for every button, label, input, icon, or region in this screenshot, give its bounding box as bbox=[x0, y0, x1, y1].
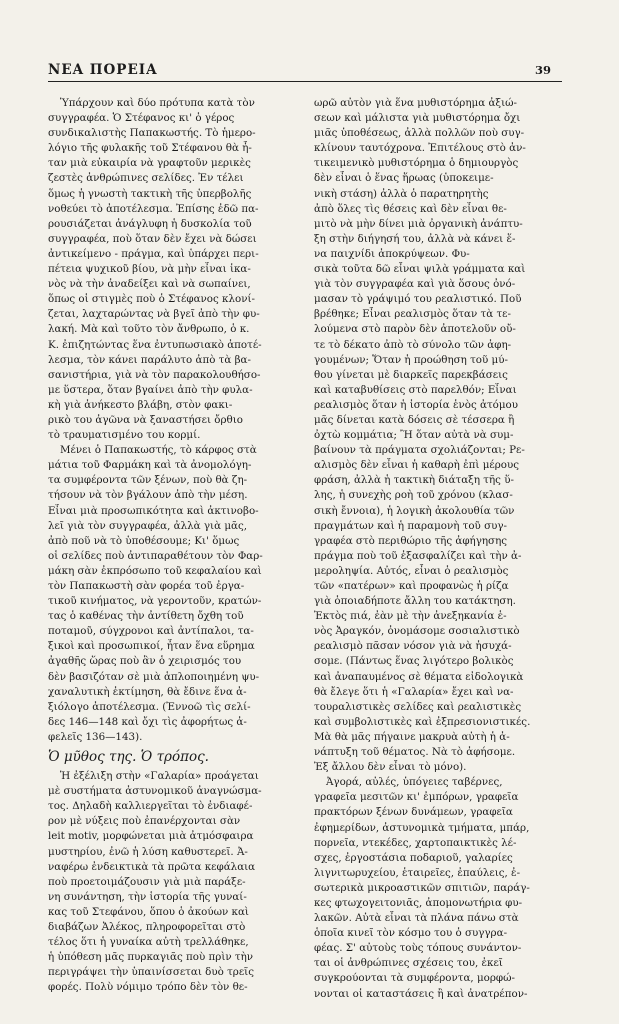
text-line: ἐφημερίδων, ἀστυνομικὰ τμήματα, μπάρ, bbox=[314, 821, 530, 834]
text-line: πράγμα ποὺ τοῦ ἐξασφαλίζει καὶ τὴν ἀ- bbox=[314, 549, 522, 562]
text-line: βαίνουν τὰ πράγματα σχολιάζονται; Ρε- bbox=[314, 444, 525, 457]
running-title: ΝΕΑ ΠΟΡΕΙΑ bbox=[48, 62, 158, 78]
text-line: ἡ ὑπόθεση μᾶς πυρκαγιᾶς ποὺ πρὶν τὴν bbox=[48, 951, 254, 964]
text-line: Ἐξ ἄλλου δὲν εἶναι τὸ μόνο). bbox=[314, 761, 467, 774]
text-line: καὶ καταβυθίσεις στὸ παρελθόν; Εἶναι bbox=[314, 383, 517, 396]
text-line: κας τοῦ Στεφάνου, ὅπου ὁ ἀκούων καὶ bbox=[48, 905, 249, 918]
text-line: γραφέα στὸ περιθώριο τῆς ἀφήγησης bbox=[314, 534, 508, 547]
text-line: λεσμα, τὸν κάνει παράλυτο ἀπὸ τὰ βα- bbox=[48, 353, 251, 366]
text-line: νονται οἱ καταστάσεις ἢ καὶ ἀνατρέπον- bbox=[314, 987, 528, 1000]
text-line: διαβάζων Ἀλέκος, πληροφορεῖται στὸ bbox=[48, 920, 246, 933]
text-line: δὲν εἶναι ὁ ἕνας ἥρωας (ὑποκειμε- bbox=[314, 172, 494, 185]
text-line: τικοῦ κινήματος, νὰ γεροντοῦν, κρατών- bbox=[48, 595, 262, 608]
text-line: θου γίνεται μὲ διαρκεῖς παρεκβάσεις bbox=[314, 368, 508, 381]
text-line: τουραλιστικὲς σελίδες καὶ ρεαλιστικὲς bbox=[314, 700, 522, 713]
text-line: τήσουν νὰ τὸν βγάλουν ἀπὸ τὴν μέση. bbox=[48, 489, 248, 502]
text-line: λακή. Μὰ καὶ τοῦτο τὸν ἄνθρωπο, ὁ κ. bbox=[48, 323, 250, 336]
text-line: Ἀγορά, αὐλές, ὑπόγειες ταβέρνες, bbox=[326, 776, 503, 789]
text-line: τῶν «πατέρων» καὶ προφανὼς ἡ ρίζα bbox=[314, 580, 509, 592]
text-line: ἀπὸ ὅλες τὶς θέσεις καὶ δὲν εἶναι θε- bbox=[314, 202, 507, 215]
text-line: τὸ τραυματισμένο του κορμί. bbox=[48, 429, 201, 442]
text-line: λακῶν. Αὐτὰ εἶναι τὰ πλάνα πάνω στὰ bbox=[314, 912, 519, 925]
text-line: γιὰ ὁποιαδήποτε ἄλλη του κατάκτηση. bbox=[314, 595, 516, 608]
text-line: αλισμὸς δὲν εἶναι ἡ καθαρὴ ἐπὶ μέρους bbox=[314, 459, 520, 472]
text-line: συγγραφέα. Ὁ Στέφανος κι' ὁ γέρος bbox=[48, 112, 235, 125]
text-line: ται οἱ ἀνθρώπινες σχέσεις του, ἐκεῖ bbox=[314, 957, 503, 970]
text-line: καὶ συμβολιστικὲς καὶ ἐξπρεσιονιστικές. bbox=[314, 715, 531, 728]
text-line: φορές. Πολὺ νόμιμο τρόπο δὲν τὸν θε- bbox=[48, 981, 248, 994]
text-line: ρεαλισμὸς ὅταν ἡ ἱστορία ἑνὸς ἀτόμου bbox=[314, 398, 518, 411]
text-line: τέλος ὅτι ἡ γυναίκα αὐτὴ τρελλάθηκε, bbox=[48, 936, 249, 949]
text-line: νάπτυξη τοῦ θέματος. Νὰ τὸ ἀφήσομε. bbox=[314, 746, 516, 759]
text-line: ἀγαθῆς ὥρας ποὺ ἂν ὁ χειρισμός του bbox=[48, 655, 242, 668]
text-line: Μένει ὁ Παπακωστής, τὸ κάρφος στὰ bbox=[60, 444, 257, 457]
text-line: να παιχνίδι ἀποκρύψεων. Φυ- bbox=[314, 247, 470, 260]
text-line: βρέθηκε; Εἶναι ρεαλισμὸς ὅταν τὰ τε- bbox=[314, 308, 511, 321]
text-line: κες φτωχογειτονιᾶς, ἀπομονωτήρια φυ- bbox=[314, 896, 523, 909]
text-line: σομε. (Πάντως ἕνας λιγότερο βολικὸς bbox=[314, 655, 514, 668]
text-line: ξη στὴν διήγησή του, ἀλλὰ νὰ κάνει ἕ- bbox=[314, 232, 516, 245]
text-line: λης, ἡ συνεχὴς ροὴ τοῦ χρόνου (κλασ- bbox=[314, 489, 513, 502]
text-line: σεων καὶ μάλιστα γιὰ μυθιστόρημα ὄχι bbox=[314, 112, 521, 125]
text-line: σικὴ ἔννοια), ἡ λογικὴ ἀκολουθία τῶν bbox=[314, 504, 515, 517]
text-line: νὸς Ἀραγκόν, ὀνομάσομε σοσιαλιστικὸ bbox=[314, 625, 520, 638]
text-line: φράση, ἀλλὰ ἡ τακτικὴ διάταξη τῆς ὕ- bbox=[314, 474, 514, 487]
text-line: χαναλυτικὴ ἐκτίμηση, θὰ ἔδινε ἕνα ἀ- bbox=[48, 685, 247, 698]
text-line: φελεῖς 136—143). bbox=[48, 730, 143, 743]
text-line: ζεται, λαχταρώντας νὰ βγεῖ ἀπὸ τὴν φυ- bbox=[48, 308, 260, 321]
text-line: ρικὸ του ἀγῶνα νὰ ξαναστήσει ὄρθιο bbox=[48, 413, 243, 426]
text-line: συγκρούονται τὰ συμφέροντα, μορφώ- bbox=[314, 972, 515, 985]
text-line: μιτὸ νὰ μὴν δίνει μιὰ ὀργανικὴ ἀνάπτυ- bbox=[314, 217, 523, 230]
text-line: πορνεῖα, ντεκέδες, χαρτοπαικτικὲς λέ- bbox=[314, 836, 517, 849]
text-line: μασαν τὸ γράψιμό του ρεαλιστικό. Ποῦ bbox=[314, 293, 522, 306]
text-line: ὀχτὼ κομμάτια; Ἢ ὅταν αὐτὰ νὰ συμ- bbox=[314, 429, 514, 442]
text-line: Κ. ἐπιζητώντας ἕνα ἐντυπωσιακὸ ἀποτέ- bbox=[48, 338, 262, 351]
text-line: μιᾶς ὑποθέσεως, ἀλλὰ πολλῶν ποὺ συγ- bbox=[314, 127, 525, 140]
text-line: νη συνάντηση, τὴν ἱστορία τῆς γυναί- bbox=[48, 890, 247, 903]
text-line: μάτια τοῦ Φαρμάκη καὶ τὰ ἀνομολόγη- bbox=[48, 459, 252, 472]
text-line: με ὕστερα, ὅταν βγαίνει ἀπὸ τὴν φυλα- bbox=[48, 383, 253, 396]
text-line: Ἐκτὸς πιά, ἐὰν μὲ τὴν ἀνεξηκανία ἑ- bbox=[314, 610, 507, 623]
text-line: ἀντικείμενο - πράγμα, καὶ ὑπάρχει περι- bbox=[48, 247, 259, 260]
page-number: 39 bbox=[535, 63, 552, 77]
text-line: περιγράψει τὴν ὑπαινίσσεται δυὸ τρεῖς bbox=[48, 966, 254, 979]
text-line: πέτεια ψυχικοῦ βίου, νὰ μὴν εἶναι ἱκα- bbox=[48, 263, 251, 276]
text-line: λεῖ γιὰ τὸν συγγραφέα, ἀλλὰ γιὰ μᾶς, bbox=[48, 519, 247, 532]
text-line: πραγμάτων καὶ ἡ παραμονὴ τοῦ συγ- bbox=[314, 519, 508, 532]
text-line: Ἡ ἐξέλιξη στὴν «Γαλαρία» προάγεται bbox=[60, 770, 259, 783]
text-line: λόγιο τῆς φυλακῆς τοῦ Στέφανου θὰ ἦ- bbox=[48, 142, 252, 155]
text-line: μὲ συστήματα ἀστυνομικοῦ ἀναγνώσμα- bbox=[48, 785, 262, 798]
text-line: κὴ γιὰ ἀνήκεστο βλάβη, στὸν φακι- bbox=[48, 398, 233, 411]
text-line: γιὰ τὸν συγγραφέα καὶ γιὰ ὅσους ὀνό- bbox=[314, 278, 516, 291]
text-line: νὸς νὰ τὴν ἀναδείξει καὶ νὰ σωπαίνει, bbox=[48, 278, 251, 291]
text-line: Ὑπάρχουν καὶ δύο πρότυπα κατὰ τὸν bbox=[60, 97, 255, 109]
text-line: ζεστὲς ἀνθρώπινες σελίδες. Ἐν τέλει bbox=[48, 172, 244, 185]
text-line: οἱ σελίδες ποὺ ἀντιπαραθέτουν τὸν Φαρ- bbox=[48, 549, 263, 562]
text-line: Εἶναι μιὰ προσωπικότητα καὶ ἀκτινοβο- bbox=[48, 504, 259, 517]
text-line: φέας. Σ' αὐτοὺς τοὺς τόπους συνάντον- bbox=[314, 942, 522, 955]
text-line: νικὴ στάση) ἀλλὰ ὁ παρατηρητὴς bbox=[314, 187, 489, 200]
text-line: μᾶς δίνεται κατὰ δόσεις σὲ τέσσερα ἢ bbox=[314, 413, 515, 426]
header-rule bbox=[48, 81, 562, 82]
text-line: λιγνιτωρυχείου, ἑταιρεῖες, ἐπαύλεις, ἐ- bbox=[314, 866, 521, 879]
right-column bbox=[314, 96, 563, 1002]
left-column bbox=[48, 96, 297, 995]
text-line: δες 146—148 καὶ ὄχι τὶς ἀφορήτως ἀ- bbox=[48, 715, 247, 728]
text-line: μυστηρίου, ἐνῶ ἡ λύση καθυστερεῖ. Ἀ- bbox=[48, 845, 248, 858]
text-line: ποταμοῦ, σύγχρονοι καὶ ἀντίπαλοι, τα- bbox=[48, 625, 254, 638]
text-line: ὅμως ἡ γνωστὴ τακτικὴ τῆς ὑπερβολῆς bbox=[48, 187, 252, 200]
text-line: θὰ ἔλεγε ὅτι ἡ «Γαλαρία» ἔχει καὶ να- bbox=[314, 685, 514, 698]
text-line: σανιστήρια, γιὰ νὰ τὸν παρακολουθήσο- bbox=[48, 368, 261, 381]
text-line: δὲν βασιζόταν σὲ μιὰ ἁπλοποιημένη ψυ- bbox=[48, 670, 260, 683]
text-line: ρουσιάζεται ἀνάγλυφη ἡ δυσκολία τοῦ bbox=[48, 217, 252, 230]
text-line: τικειμενικὸ μυθιστόρημα ὁ δημιουργὸς bbox=[314, 157, 519, 170]
text-line: ξιόλογο ἀποτέλεσμα. (Ἐννοῶ τὶς σελί- bbox=[48, 700, 251, 713]
section-heading: Ὁ μῦθος της. Ὁ τρόπος. bbox=[48, 749, 209, 766]
text-line: κλίνουν ταυτόχρονα. Ἐπιτέλους στὸ ἀν- bbox=[314, 142, 526, 155]
text-line: ρεαλισμὸ πᾶσαν νόσον γιὰ νὰ ἡσυχά- bbox=[314, 640, 512, 653]
text-line: γραφεῖα μεσιτῶν κι' ἐμπόρων, γραφεῖα bbox=[314, 791, 519, 804]
text-line: leit motiv, μορφώνεται μιὰ ἀτμόσφαιρα bbox=[48, 830, 254, 843]
text-line: συγγραφέα, ποὺ ὅταν δὲν ἔχει νὰ δώσει bbox=[48, 232, 257, 245]
text-line: ποὺ προετοιμάζουσιν γιὰ μιὰ παράξε- bbox=[48, 875, 246, 888]
text-line: σωτερικὰ μικροαστικῶν σπιτιῶν, παράγ- bbox=[314, 881, 530, 894]
text-line: Μὰ θὰ μᾶς πήγαινε μακρυὰ αὐτὴ ἡ ἀ- bbox=[314, 730, 510, 743]
text-line: συνδικαλιστὴς Παπακωστής. Τὸ ἡμερο- bbox=[48, 127, 256, 140]
text-line: τε τὸ δέκατο ἀπὸ τὸ σύνολο τῶν ἀφη- bbox=[314, 338, 512, 351]
text-line: τὸν Παπακωστὴ σὰν φορέα τοῦ ἐργα- bbox=[48, 580, 245, 592]
text-line: γουμένων; Ὅταν ἡ προώθηση τοῦ μύ- bbox=[314, 353, 508, 366]
text-line: ρον μὲ νύξεις ποὺ ἐπανέρχονται σὰν bbox=[48, 815, 241, 828]
text-line: σικὰ τοῦτα δῶ εἶναι ψιλὰ γράμματα καὶ bbox=[314, 263, 526, 276]
text-line: ξικοὶ καὶ προσωπικοί, ἦταν ἕνα εὕρημα bbox=[48, 640, 255, 653]
text-line: τος. Δηλαδὴ καλλιεργεῖται τὸ ἐνδιαφέ- bbox=[48, 800, 253, 813]
text-line: νοθεύει τὸ ἀποτέλεσμα. Ἐπίσης ἐδῶ πα- bbox=[48, 202, 259, 215]
text-line: ὅπως οἱ στιγμὲς ποὺ ὁ Στέφανος κλονί- bbox=[48, 293, 255, 306]
text-line: ταν μιὰ εὐκαιρία νὰ γραφτοῦν μερικὲς bbox=[48, 157, 251, 170]
text-line: καὶ ἀναπαυμένος σὲ θέματα εἰδολογικὰ bbox=[314, 670, 524, 683]
text-line: πρακτόρων ξένων δυνάμεων, γραφεῖα bbox=[314, 806, 513, 819]
text-line: τας ὁ καθένας τὴν ἀντίθετη ὄχθη τοῦ bbox=[48, 610, 244, 623]
text-line: τα συμφέροντα τῶν ξένων, ποὺ θὰ ζη- bbox=[48, 474, 248, 487]
text-line: ὁποῖα κινεῖ τὸν κόσμο του ὁ συγγρα- bbox=[314, 927, 508, 940]
text-line: μάκη σὰν ἐκπρόσωπο τοῦ κεφαλαίου καὶ bbox=[48, 564, 262, 577]
text-line: ἀπὸ ποῦ νὰ τὸ ὑποθέσουμε; Κι' ὅμως bbox=[48, 534, 240, 547]
text-line: ωρῶ αὐτὸν γιὰ ἕνα μυθιστόρημα ἀξιώ- bbox=[314, 97, 517, 109]
text-line: λούμενα στὸ παρὸν δὲν ἀποτελοῦν οὔ- bbox=[314, 323, 516, 336]
text-line: σχες, ἐργοστάσια ποδαριοῦ, γαλαρίες bbox=[314, 851, 513, 864]
page-header bbox=[0, 58, 619, 82]
text-line: ναφέρω ἐνδεικτικὰ τὰ πρῶτα κεφάλαια bbox=[48, 860, 256, 873]
text-line: μεροληψία. Αὐτός, εἶναι ὁ ρεαλισμὸς bbox=[314, 564, 509, 577]
